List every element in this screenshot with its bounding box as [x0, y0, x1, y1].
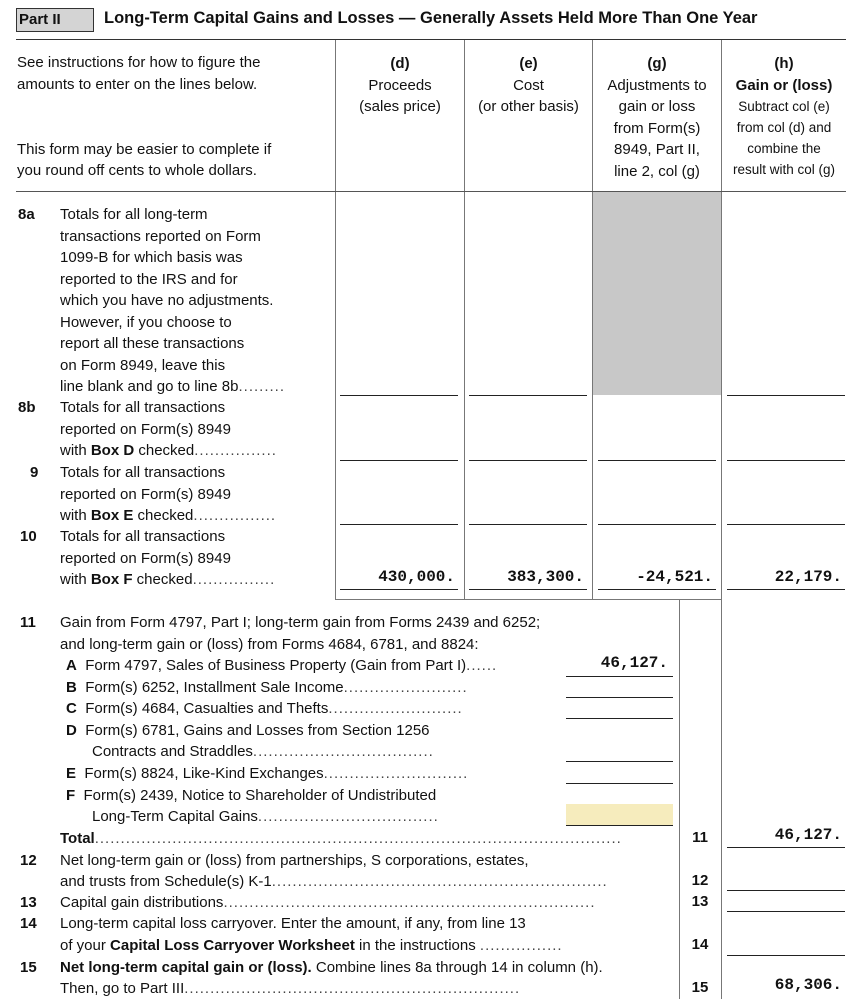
instructions-line-3: This form may be easier to complete if	[17, 141, 272, 158]
line-14-text-2: of your Capital Loss Carryover Worksheet in the instructions ................	[60, 937, 563, 954]
table-bottom-rule	[336, 599, 722, 600]
instructions-line-4: you round off cents to whole dollars.	[17, 162, 257, 179]
line-8a-e-field[interactable]	[469, 395, 587, 396]
lower-value-divider	[721, 599, 722, 999]
line-15-text-2: Then, go to Part III.................................................................	[60, 980, 521, 997]
line-12-text-1: Net long-term gain or (loss) from partnerships, S corporations, estates,	[60, 852, 529, 869]
line-11e: E Form(s) 8824, Like-Kind Exchanges............................	[66, 765, 469, 782]
line-11f-field-rule	[566, 825, 673, 826]
line-10-g-value[interactable]: -24,521.	[636, 568, 713, 586]
line-9-d-field[interactable]	[340, 524, 458, 525]
line-10-e-field	[469, 589, 587, 590]
line-11-total-value[interactable]: 46,127.	[774, 826, 842, 844]
line-10-d-field	[340, 589, 458, 590]
col-e-header: (e) Cost (or other basis)	[478, 55, 579, 115]
line-9-h-field[interactable]	[727, 524, 845, 525]
col-h-header: (h) Gain or (loss) Subtract col (e) from col (d) and combine the result with col (g)	[732, 55, 836, 177]
line-11f-field[interactable]	[566, 804, 673, 825]
line-11-ref: 11	[692, 829, 708, 846]
col-d-header: (d) Proceeds (sales price)	[359, 55, 441, 115]
col-divider-de	[464, 40, 465, 600]
line-8b-h-field[interactable]	[727, 460, 845, 461]
line-14-text-1: Long-term capital loss carryover. Enter the amount, if any, from line 13	[60, 915, 526, 932]
line-8b-g-field[interactable]	[598, 460, 716, 461]
line-11b: B Form(s) 6252, Installment Sale Income........................	[66, 679, 468, 696]
line-8b-e-field[interactable]	[469, 460, 587, 461]
line-11d-field[interactable]	[566, 761, 673, 762]
instructions-line-1: See instructions for how to figure the	[17, 54, 261, 71]
line-15-ref: 15	[691, 979, 709, 996]
line-10-number: 10	[20, 528, 37, 545]
line-10-h-value[interactable]: 22,179.	[774, 568, 842, 586]
col-g-8a-shaded	[593, 192, 721, 395]
part-label-box	[16, 8, 94, 32]
part-label: Part II	[19, 11, 61, 28]
line-14-number: 14	[20, 915, 37, 932]
line-15-number: 15	[20, 959, 37, 976]
line-8b-d-field[interactable]	[340, 460, 458, 461]
line-15-text-1: Net long-term capital gain or (loss). Combine lines 8a through 14 in column (h).	[60, 959, 603, 976]
line-14-field[interactable]	[727, 955, 845, 956]
line-8a-h-field[interactable]	[727, 395, 845, 396]
line-10-d-value[interactable]: 430,000.	[378, 568, 455, 586]
col-g-header: (g) Adjustments to gain or loss from Form(s) 8949, Part II, line 2, col (g)	[607, 55, 707, 180]
line-8b-text: Totals for all transactions reported on Form(s) 8949 with Box D checked................	[60, 399, 277, 459]
line-8a-text: Totals for all long-term transactions reported on Form 1099-B for which basis was reported to the IRS and for which you have no adjustments. However, if you choose to report all these transactions on Form 8949, leave this line blank and go to line 8b.........	[60, 206, 285, 395]
line-11d: D Form(s) 6781, Gains and Losses from Section 1256	[66, 722, 430, 739]
line-11e-field[interactable]	[566, 783, 673, 784]
line-8a-number: 8a	[18, 206, 35, 223]
line-11-number: 11	[20, 614, 36, 631]
line-10-text: Totals for all transactions reported on Form(s) 8949 with Box F checked................	[60, 528, 276, 588]
line-11c-field[interactable]	[566, 718, 673, 719]
line-12-field[interactable]	[727, 890, 845, 891]
line-11-total: Total......................................................................................................	[60, 830, 622, 847]
part-title: Long-Term Capital Gains and Losses — Generally Assets Held More Than One Year	[104, 9, 758, 27]
line-14-ref: 14	[691, 936, 709, 953]
line-11a-value[interactable]: 46,127.	[600, 654, 668, 672]
line-12-text-2: and trusts from Schedule(s) K-1.................................................................	[60, 873, 608, 890]
line-10-h-field	[727, 589, 845, 590]
line-11f-cont: Long-Term Capital Gains...................................	[92, 808, 439, 825]
line-15-value[interactable]: 68,306.	[774, 976, 842, 994]
line-13-field[interactable]	[727, 911, 845, 912]
line-9-g-field[interactable]	[598, 524, 716, 525]
line-11-text-2: and long-term gain or (loss) from Forms 4684, 6781, and 8824:	[60, 636, 479, 653]
line-12-number: 12	[20, 852, 37, 869]
line-11b-field[interactable]	[566, 697, 673, 698]
line-11c: C Form(s) 4684, Casualties and Thefts..........................	[66, 700, 463, 717]
line-11-total-field	[727, 847, 845, 848]
line-9-e-field[interactable]	[469, 524, 587, 525]
line-11a-field	[566, 676, 673, 677]
part-header	[16, 6, 846, 34]
line-11-text-1: Gain from Form 4797, Part I; long-term gain from Forms 2439 and 6252;	[60, 614, 541, 631]
line-13-number: 13	[20, 894, 37, 911]
line-13-text: Capital gain distributions........................................................................	[60, 894, 596, 911]
col-header-rule	[16, 191, 846, 192]
line-11f: F Form(s) 2439, Notice to Shareholder of Undistributed	[66, 787, 437, 804]
line-10-g-field	[598, 589, 716, 590]
line-11d-cont: Contracts and Straddles...................................	[92, 743, 434, 760]
col-divider-left	[335, 40, 336, 600]
line-12-ref: 12	[691, 872, 709, 889]
line-13-ref: 13	[691, 893, 709, 910]
line-8b-number: 8b	[18, 399, 36, 416]
line-9-number: 9	[30, 464, 39, 481]
instructions-line-2: amounts to enter on the lines below.	[17, 76, 258, 93]
line-8a-d-field[interactable]	[340, 395, 458, 396]
line-11a: A Form 4797, Sales of Business Property (Gain from Part I)......	[66, 657, 498, 674]
line-9-text: Totals for all transactions reported on Form(s) 8949 with Box E checked................	[60, 464, 277, 524]
line-10-e-value[interactable]: 383,300.	[507, 568, 584, 586]
